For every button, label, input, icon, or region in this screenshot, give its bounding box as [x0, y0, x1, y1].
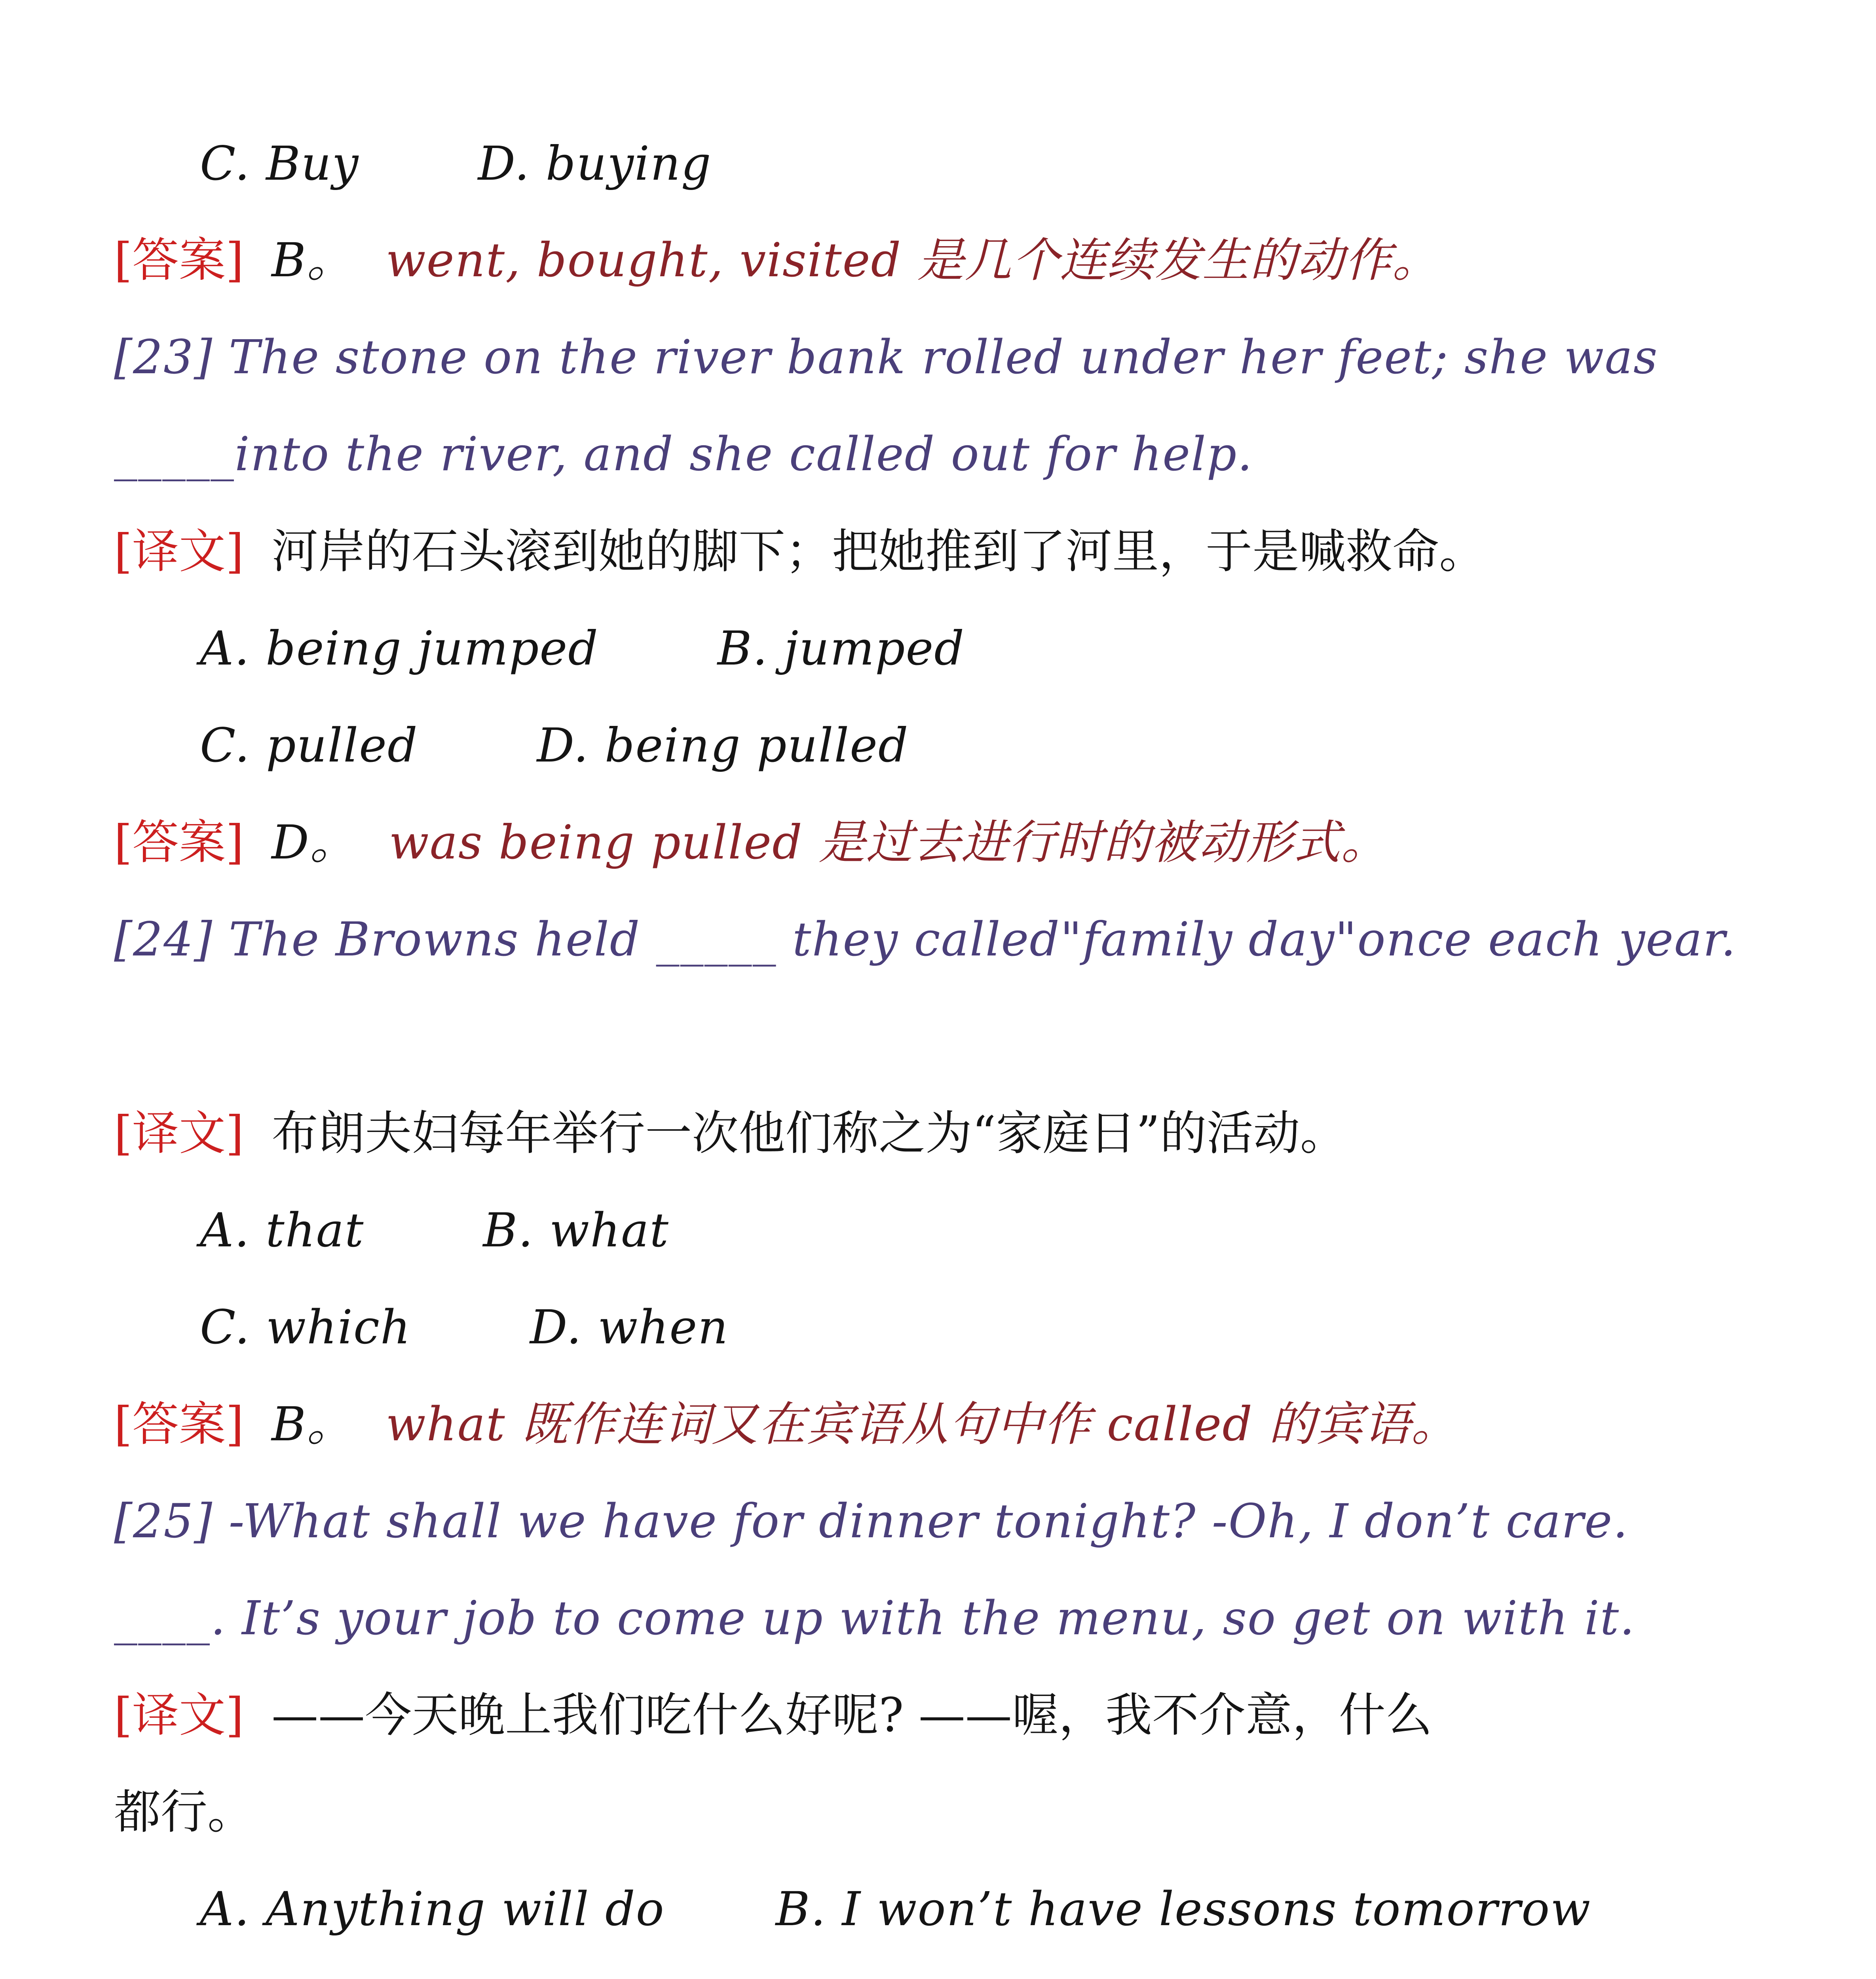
options-line — [200, 1879, 1591, 1939]
option-b: B. I won’t have lessons tomorrow — [775, 1882, 1591, 1936]
answer-letter: B。 — [272, 233, 354, 287]
option-a: A. being jumped — [200, 621, 599, 676]
question-line: [24] The Browns held _____ they called"family day"once each year. — [114, 912, 1737, 967]
question-line: [25] -What shall we have for dinner tonight? -Oh, I don’t care. — [114, 1494, 1629, 1548]
option-a: A. Anything will do — [200, 1882, 665, 1936]
answer-letter: B。 — [272, 1397, 354, 1451]
question-line: _____into the river, and she called out for help. — [114, 427, 1253, 481]
answer-tag: [答案] — [114, 233, 244, 287]
answer-explanation: was being pulled 是过去进行时的被动形式。 — [389, 815, 1389, 870]
answer-letter: D。 — [272, 815, 357, 870]
options-line — [200, 1200, 669, 1260]
translation-text: 布朗夫妇每年举行一次他们称之为“家庭日”的活动。 — [272, 1106, 1347, 1160]
options-line — [200, 619, 965, 678]
answer-line — [114, 1394, 1458, 1454]
option-d: D. being pulled — [537, 718, 909, 773]
option-b: B. jumped — [717, 621, 965, 676]
option-c: C. pulled — [200, 718, 418, 773]
answer-line — [114, 813, 1388, 872]
translation-tag: [译文] — [114, 1106, 244, 1160]
translation-text: 河岸的石头滚到她的脚下；把她推到了河里，于是喊救命。 — [272, 524, 1486, 579]
option-d: D. buying — [478, 136, 712, 191]
option-c: C. which — [200, 1300, 411, 1354]
translation-line — [114, 522, 1486, 581]
option-c: C. Buy — [200, 136, 359, 191]
answer-line — [114, 230, 1440, 290]
question-line: [23] The stone on the river bank rolled under her feet; she was — [114, 330, 1658, 384]
options-line — [200, 1976, 1685, 1979]
options-line — [200, 716, 909, 775]
question-line: ____. It’s your job to come up with the menu, so get on with it. — [114, 1591, 1635, 1645]
translation-tag: [译文] — [114, 1688, 244, 1742]
options-line — [200, 134, 712, 193]
answer-tag: [答案] — [114, 1397, 244, 1451]
translation-tag: [译文] — [114, 524, 244, 579]
translation-line — [114, 1103, 1347, 1163]
answer-explanation: what 既作连词又在宾语从句中作 called 的宾语。 — [385, 1397, 1459, 1451]
option-d: D. when — [530, 1300, 729, 1354]
options-line — [200, 1297, 729, 1357]
option-a: A. that — [200, 1203, 365, 1257]
answer-tag: [答案] — [114, 815, 244, 870]
translation-text: ——今天晚上我们吃什么好呢? ——喔，我不介意，什么 — [272, 1688, 1432, 1742]
answer-explanation: went, bought, visited 是几个连续发生的动作。 — [385, 233, 1440, 287]
translation-continuation: 都行。 — [114, 1785, 254, 1839]
translation-line — [114, 1685, 1432, 1745]
option-b: B. what — [483, 1203, 669, 1257]
